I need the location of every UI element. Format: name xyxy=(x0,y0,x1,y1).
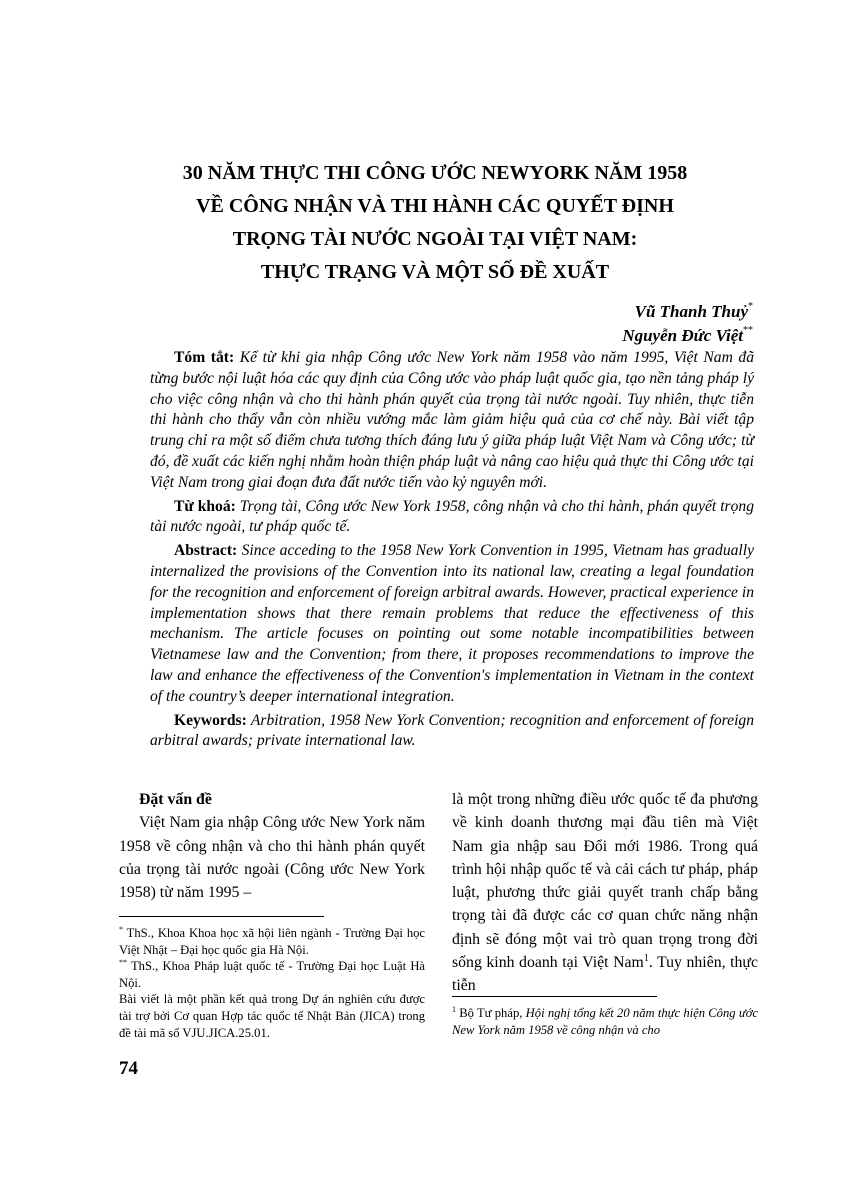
abstract-section xyxy=(150,348,754,755)
footnote-divider xyxy=(452,996,657,997)
footnote-text: ThS., Khoa Pháp luật quốc tế - Trường Đại học Luật Hà Nội. xyxy=(119,959,426,990)
body-column-left xyxy=(119,788,425,904)
article-title xyxy=(120,157,750,289)
summary-vi-text: Kể từ khi gia nhập Công ước New York năm 1958 vào năm 1995, Việt Nam đã từng bước nội luật hóa các quy định của Công ước vào pháp luật quốc gia, tạo nền tảng pháp lý cho việc công nhận và cho thi hành phán quyết của trọng tài nước ngoài. Tuy nhiên, thực tiễn thi hành cho thấy vẫn còn nhiều vướng mắc làm giảm hiệu quả của cơ chế này. Bài viết tập trung chỉ ra một số điểm chưa tương thích đáng lưu ý giữa pháp luật Việt Nam và Công ước; từ đó, đề xuất các kiến nghị nhằm hoàn thiện pháp luật và nâng cao hiệu quả thực thi Công ước tại Việt Nam trong giai đoạn đưa đất nước tiến vào kỷ nguyên mới. xyxy=(150,349,754,491)
abstract-en-label: Abstract: xyxy=(174,542,238,560)
keywords-en xyxy=(150,711,754,753)
body-paragraph: Việt Nam gia nhập Công ước New York năm 1958 về công nhận và cho thi hành phán quyết của trọng tài nước ngoài (Công ước New York 1958) từ năm 1995 – xyxy=(119,814,425,902)
footnote xyxy=(119,925,425,958)
author-name: Nguyễn Đức Việt xyxy=(622,326,743,345)
title-line: VỀ CÔNG NHẬN VÀ THI HÀNH CÁC QUYẾT ĐỊNH xyxy=(196,195,674,217)
footnote-ref: 1 xyxy=(643,953,649,965)
abstract-en xyxy=(150,541,754,707)
page-number: 74 xyxy=(119,1058,138,1079)
footnote-mark: 1 xyxy=(452,1005,456,1014)
abstract-en-text: Since acceding to the 1958 New York Convention in 1995, Vietnam has gradually internalized the provisions of the Convention into its national law, creating a legal foundation for the recognition and enforcement of foreign arbitral awards. However, practical experience in implementation shows that there remain problems that reduce the effectiveness of this mechanism. The article focuses on pointing out some notable incompatibilities between Vietnamese law and the Convention; from there, it proposes recommendations to improve the law and enhance the effectiveness of the Convention's implementation in Vietnam in the context of the country’s deeper international integration. xyxy=(150,542,755,705)
footnote-mark: * xyxy=(119,925,123,934)
footnotes-left xyxy=(119,925,425,1041)
title-line: TRỌNG TÀI NƯỚC NGOÀI TẠI VIỆT NAM: xyxy=(232,228,638,250)
footnote-italic-text: Hội nghị tổng kết 20 năm thực hiện Công ước New York năm 1958 về công nhận và cho xyxy=(452,1006,759,1037)
title-line: THỰC TRẠNG VÀ MỘT SỐ ĐỀ XUẤT xyxy=(260,261,610,283)
keywords-vi xyxy=(150,497,754,539)
keywords-en-label: Keywords: xyxy=(174,711,247,729)
footnotes-right xyxy=(452,1005,758,1038)
body-column-right xyxy=(452,788,758,998)
author xyxy=(622,300,753,324)
footnote xyxy=(452,1005,758,1038)
keywords-vi-label: Từ khoá: xyxy=(174,497,236,515)
title-line: 30 NĂM THỰC THI CÔNG ƯỚC NEWYORK NĂM 1958 xyxy=(182,162,688,184)
author-footnote-mark: * xyxy=(748,301,753,312)
footnote xyxy=(119,958,425,991)
summary-vi xyxy=(150,348,754,494)
footnote-prefix: Bộ Tư pháp, xyxy=(459,1006,523,1020)
footnote-mark: ** xyxy=(119,958,127,968)
footnote-text: Bài viết là một phần kết quả trong Dự án nghiên cứu được tài trợ bởi Cơ quan Hợp tác quốc tế Nhật Bản (JICA) trong đề tài mã số VJU.JICA.25.01. xyxy=(119,992,425,1040)
body-text: là một trong những điều ước quốc tế đa phương về kinh doanh thương mại đầu tiên mà Việt Nam gia nhập sau Đổi mới 1986. Trong quá trình hội nhập quốc tế và cải cách tư pháp, pháp luật, phương thức giải quyết tranh chấp bằng trọng tài đã được các cơ quan chức năng nhận định sẽ đóng một vai trò quan trọng trong đời sống kinh doanh tại Việt Nam xyxy=(452,791,758,972)
body-paragraph-continued xyxy=(452,788,758,998)
summary-vi-label: Tóm tắt: xyxy=(174,349,235,366)
footnote xyxy=(119,991,425,1041)
author xyxy=(622,324,753,348)
keywords-vi-text: Trọng tài, Công ước New York 1958, công nhận và cho thi hành, phán quyết trọng tài nước ngoài, tư pháp quốc tế. xyxy=(150,497,754,536)
keywords-en-text: Arbitration, 1958 New York Convention; recognition and enforcement of foreign arbitral awards; private international law. xyxy=(150,711,754,750)
footnote-divider xyxy=(119,916,324,917)
section-heading: Đặt vấn đề xyxy=(139,791,212,808)
author-list xyxy=(622,300,753,348)
body-text: . Tuy nhiên, thực tiễn xyxy=(452,954,758,995)
footnote-text: ThS., Khoa Khoa học xã hội liên ngành - Trường Đại học Việt Nhật – Đại học quốc gia Hà Nội. xyxy=(119,926,425,957)
author-name: Vũ Thanh Thuỷ xyxy=(634,302,748,321)
author-footnote-mark: ** xyxy=(743,325,753,336)
